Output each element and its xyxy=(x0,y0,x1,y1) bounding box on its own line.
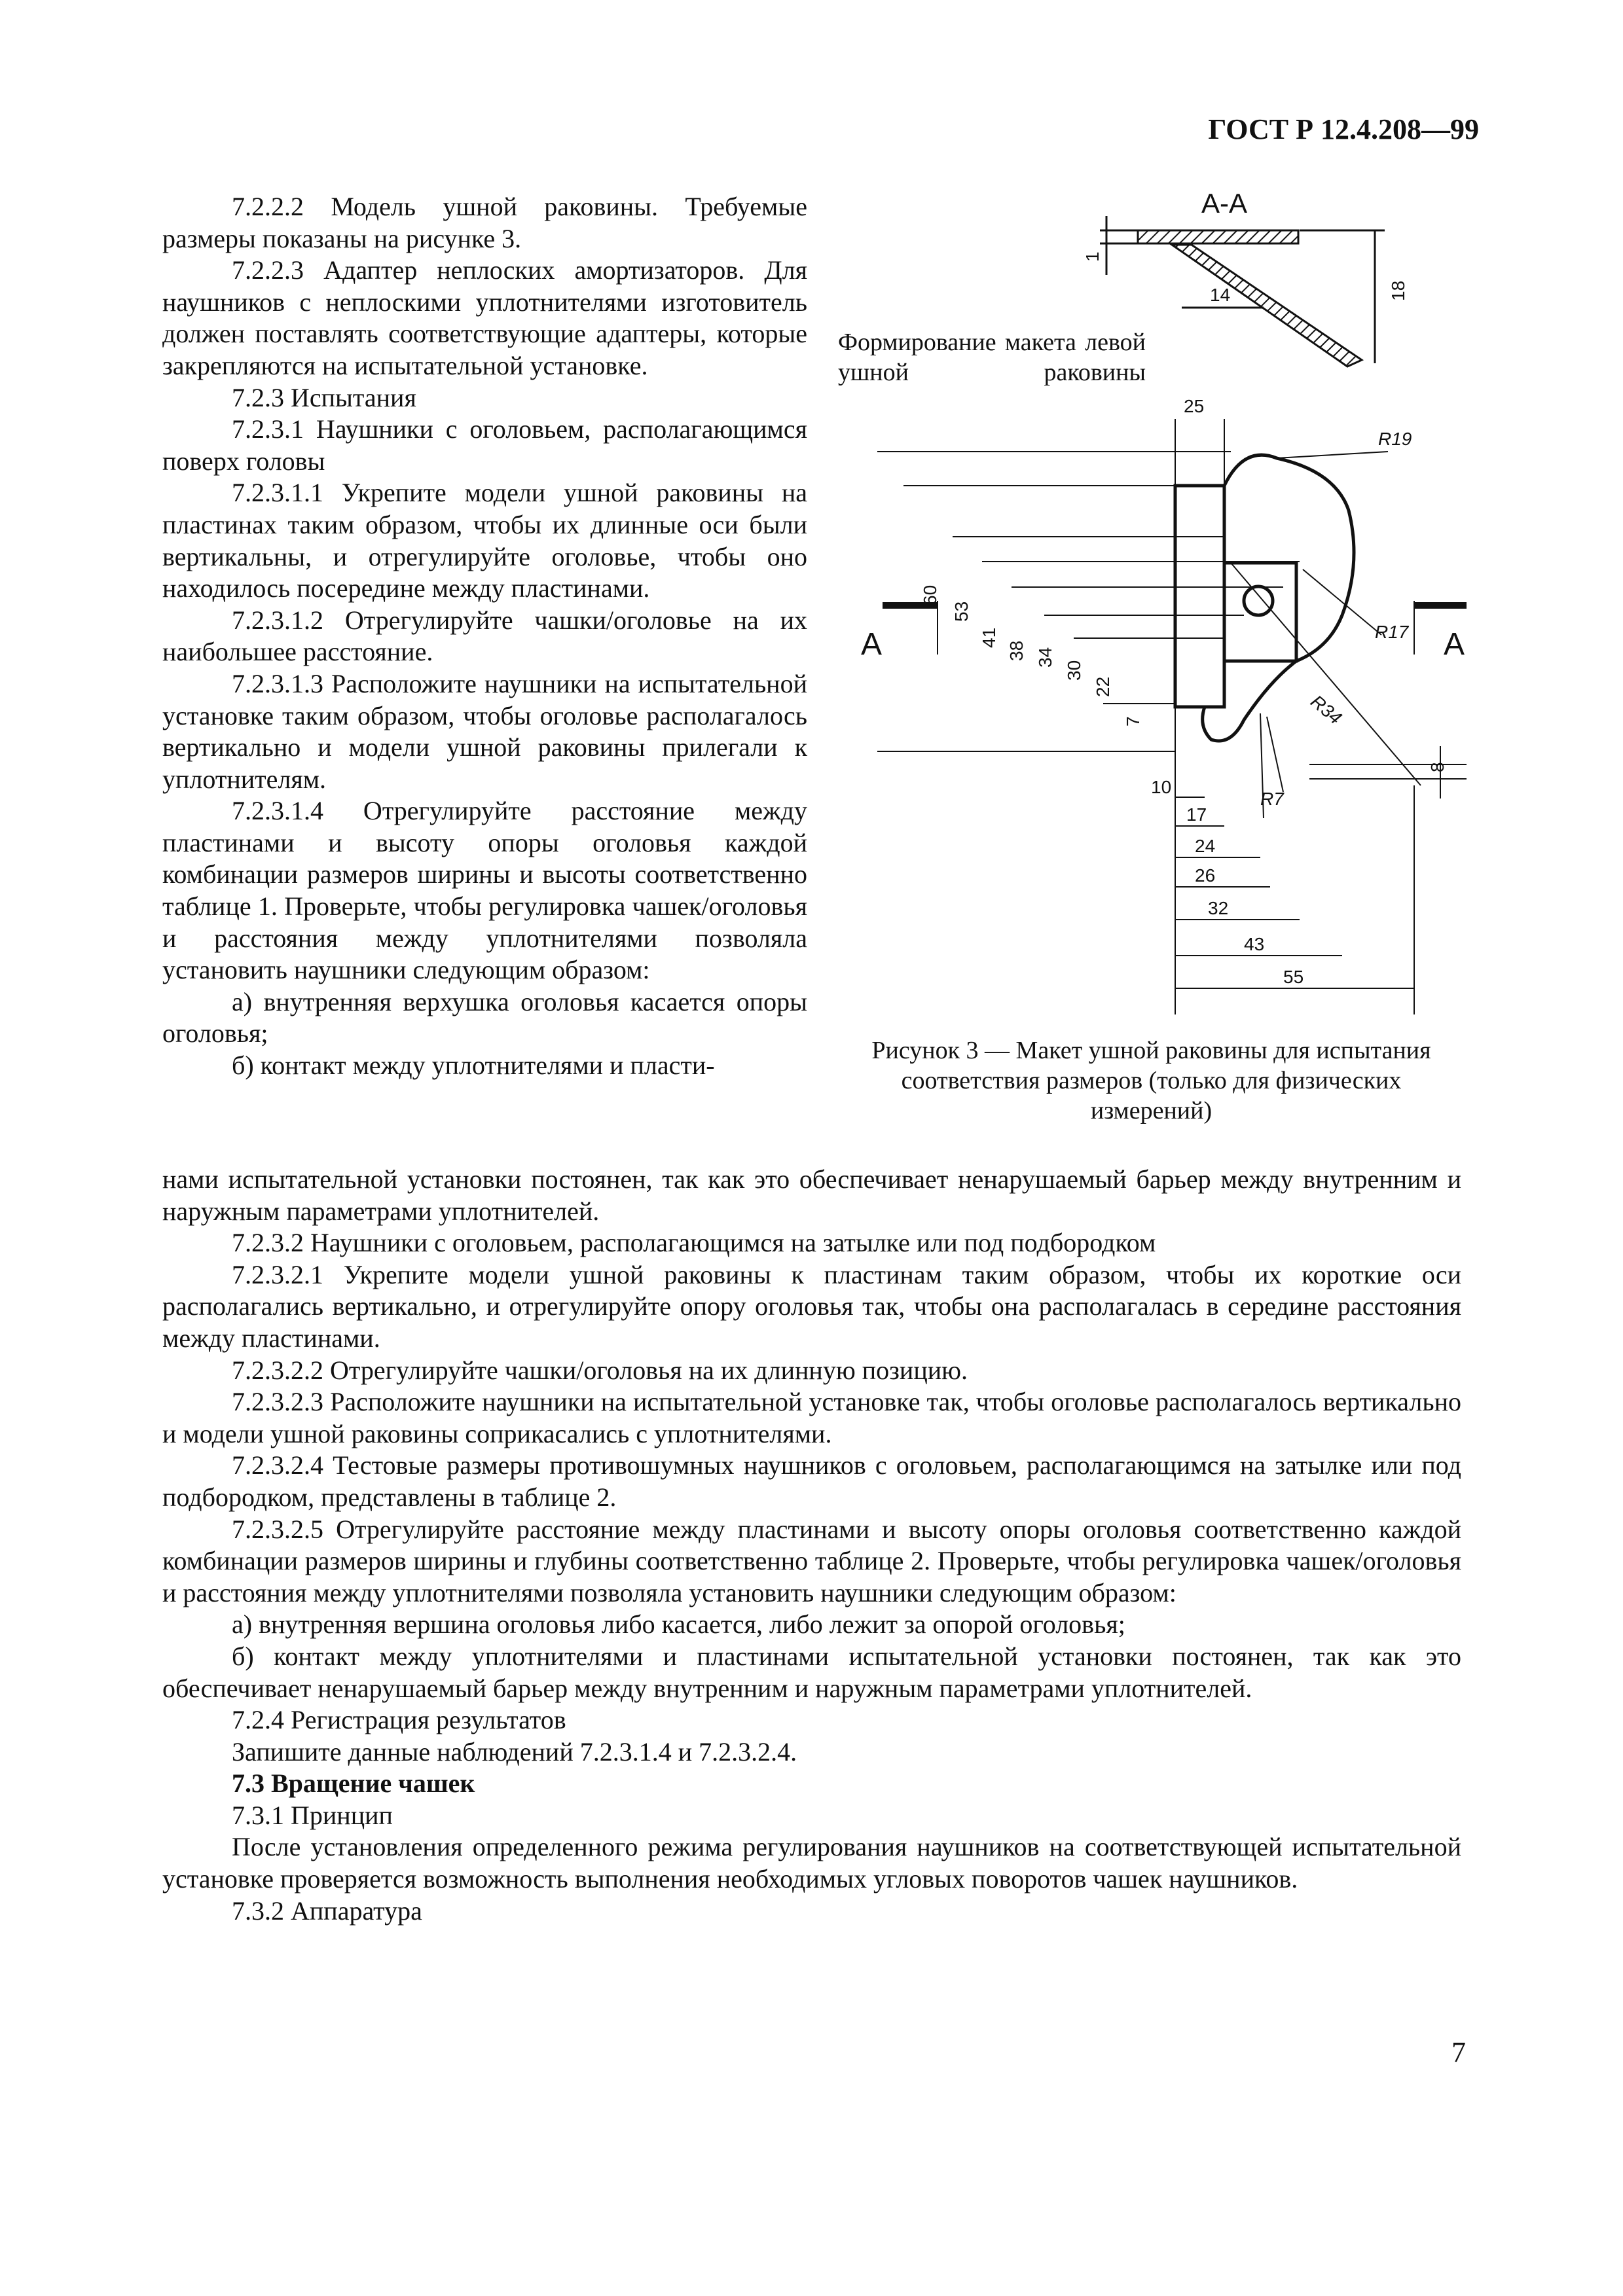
paragraph: 7.2.2.3 Адаптер неплоских амортизаторов. Для наушников с неплоскими уплотнителями изготовитель должен поставлять соответствующие адаптеры, которые закрепляются на испытательной установке. xyxy=(162,255,807,380)
radius-r17: R17 xyxy=(1375,622,1409,642)
paragraph: 7.2.3.2.3 Расположите наушники на испытательной установке так, чтобы оголовье располагалось вертикально и модели ушной раковины соприкасались с уплотнителями. xyxy=(162,1387,1461,1448)
paragraph: 7.2.3.2.4 Тестовые размеры противошумных наушников с оголовьем, располагающимся на затылке или под подбородком, представлены в таблице 2. xyxy=(162,1450,1461,1512)
dim-24: 24 xyxy=(1195,836,1216,856)
dim-25: 25 xyxy=(1184,396,1205,416)
paragraph: Запишите данные наблюдений 7.2.3.1.4 и 7.2.3.2.4. xyxy=(232,1736,797,1767)
dim-1: 1 xyxy=(1082,251,1103,262)
full-width-text xyxy=(162,1164,1461,1927)
section-slope xyxy=(1172,245,1362,367)
left-column xyxy=(162,191,807,1082)
dim-43: 43 xyxy=(1244,934,1265,954)
paragraph: 7.3.2 Аппаратура xyxy=(232,1895,422,1926)
dim-18: 18 xyxy=(1388,280,1408,301)
dim-10: 10 xyxy=(1151,777,1172,797)
paragraph: 7.2.3.1.3 Расположите наушники на испытательной установке таким образом, чтобы оголовье располагалось вертикально и модели ушной раковины прилегали к уплотнителям. xyxy=(162,668,807,794)
paragraph: 7.2.3.2.1 Укрепите модели ушной раковины к пластинам таким образом, чтобы их короткие оси располагались вертикально, и отрегулируйте опору оголовья так, чтобы она располагалась в середине расстояния между пластинами. xyxy=(162,1259,1461,1353)
ear-model-drawing xyxy=(831,177,1473,1014)
paragraph: а) внутренняя вершина оголовья либо касается, либо лежит за опорой оголовья; xyxy=(232,1609,1125,1640)
radius-r7: R7 xyxy=(1260,789,1284,809)
paragraph: 7.2.3.1.4 Отрегулируйте расстояние между пластинами и высоту опоры оголовья каждой комбинации размеров ширины и высоты соответственно таблице 1. Проверьте, чтобы регулировка чашек/оголовья и расстояния между уплотнителями позволяла установить наушники следующим образом: xyxy=(162,796,807,985)
section-heading: 7.3 Вращение чашек xyxy=(232,1768,475,1799)
paragraph: б) контакт между уплотнителями и пластинами испытательной установки постоянен, так как это обеспечивает ненарушаемый барьер между внутренним и наружным параметрами уплотнителей. xyxy=(162,1641,1461,1703)
paragraph: 7.2.3.1.1 Укрепите модели ушной раковины на пластинах таким образом, чтобы их длинные оси были вертикальны, и отрегулируйте оголовье, чтобы оно находилось посередине между пластинами. xyxy=(162,478,807,603)
paragraph: 7.2.3.2.5 Отрегулируйте расстояние между пластинами и высоту опоры оголовья соответственно каждой комбинации размеров ширины и глубины соответственно таблице 2. Проверьте, чтобы регулировка чашек/оголовья и расстояния между уплотнителями позволяла установить наушники следующим образом: xyxy=(162,1514,1461,1607)
dim-38: 38 xyxy=(1006,640,1027,661)
paragraph: 7.2.3.1 Наушники с оголовьем, располагающимся поверх головы xyxy=(162,414,807,476)
dim-17: 17 xyxy=(1186,804,1207,825)
paragraph: 7.2.2.2 Модель ушной раковины. Требуемые размеры показаны на рисунке 3. xyxy=(162,192,807,253)
dim-53: 53 xyxy=(951,601,972,622)
dim-34: 34 xyxy=(1035,647,1055,668)
paragraph: нами испытательной установки постоянен, так как это обеспечивает ненарушаемый барьер между внутренним и наружным параметрами уплотнителей. xyxy=(162,1164,1461,1226)
radius-r34: R34 xyxy=(1307,691,1346,728)
section-plate xyxy=(1138,230,1298,243)
dim-26: 26 xyxy=(1195,865,1216,886)
dim-41: 41 xyxy=(979,627,999,648)
cut-label-right: А xyxy=(1444,627,1465,662)
ear-block xyxy=(1175,486,1224,707)
figure-caption: Рисунок 3 — Макет ушной раковины для испытания соответствия размеров (только для физических измерений) xyxy=(871,1037,1431,1124)
ear-hole xyxy=(1244,586,1273,615)
page-number: 7 xyxy=(1451,2036,1466,2068)
page-header: ГОСТ Р 12.4.208—99 xyxy=(1208,113,1479,145)
section-label: А-А xyxy=(1201,188,1248,219)
dim-32: 32 xyxy=(1208,898,1229,918)
dim-14: 14 xyxy=(1210,285,1231,305)
dim-8: 8 xyxy=(1427,762,1448,772)
paragraph: 7.2.3 Испытания xyxy=(232,382,416,412)
dim-22: 22 xyxy=(1093,676,1113,697)
paragraph: 7.2.3.2.2 Отрегулируйте чашки/оголовья на их длинную позицию. xyxy=(232,1355,968,1385)
dim-60: 60 xyxy=(920,584,940,605)
paragraph: 7.2.3.1.2 Отрегулируйте чашки/оголовье на их наибольшее расстояние. xyxy=(162,605,807,667)
paragraph: 7.2.3.2 Наушники с оголовьем, располагающимся на затылке или под подбородком xyxy=(232,1228,1156,1258)
cut-marker-right-bar xyxy=(1414,602,1467,609)
radius-r19: R19 xyxy=(1378,429,1412,449)
dim-7: 7 xyxy=(1123,716,1143,726)
paragraph: 7.3.1 Принцип xyxy=(232,1800,393,1830)
cut-label-left: А xyxy=(861,627,883,662)
ear-inner-block xyxy=(1224,563,1296,661)
paragraph: б) контакт между уплотнителями и пласти- xyxy=(232,1050,715,1081)
paragraph: а) внутренняя верхушка оголовья касается опоры оголовья; xyxy=(162,986,807,1049)
paragraph: После установления определенного режима регулирования наушников на соответствующей испытательной установке проверяется возможность выполнения необходимых угловых поворотов чашек наушников. xyxy=(162,1832,1461,1894)
dim-30: 30 xyxy=(1064,660,1084,681)
paragraph: 7.2.4 Регистрация результатов xyxy=(232,1705,566,1735)
dim-55: 55 xyxy=(1283,967,1304,987)
section-note: Формирование макета левой ушной раковины xyxy=(838,329,1146,386)
